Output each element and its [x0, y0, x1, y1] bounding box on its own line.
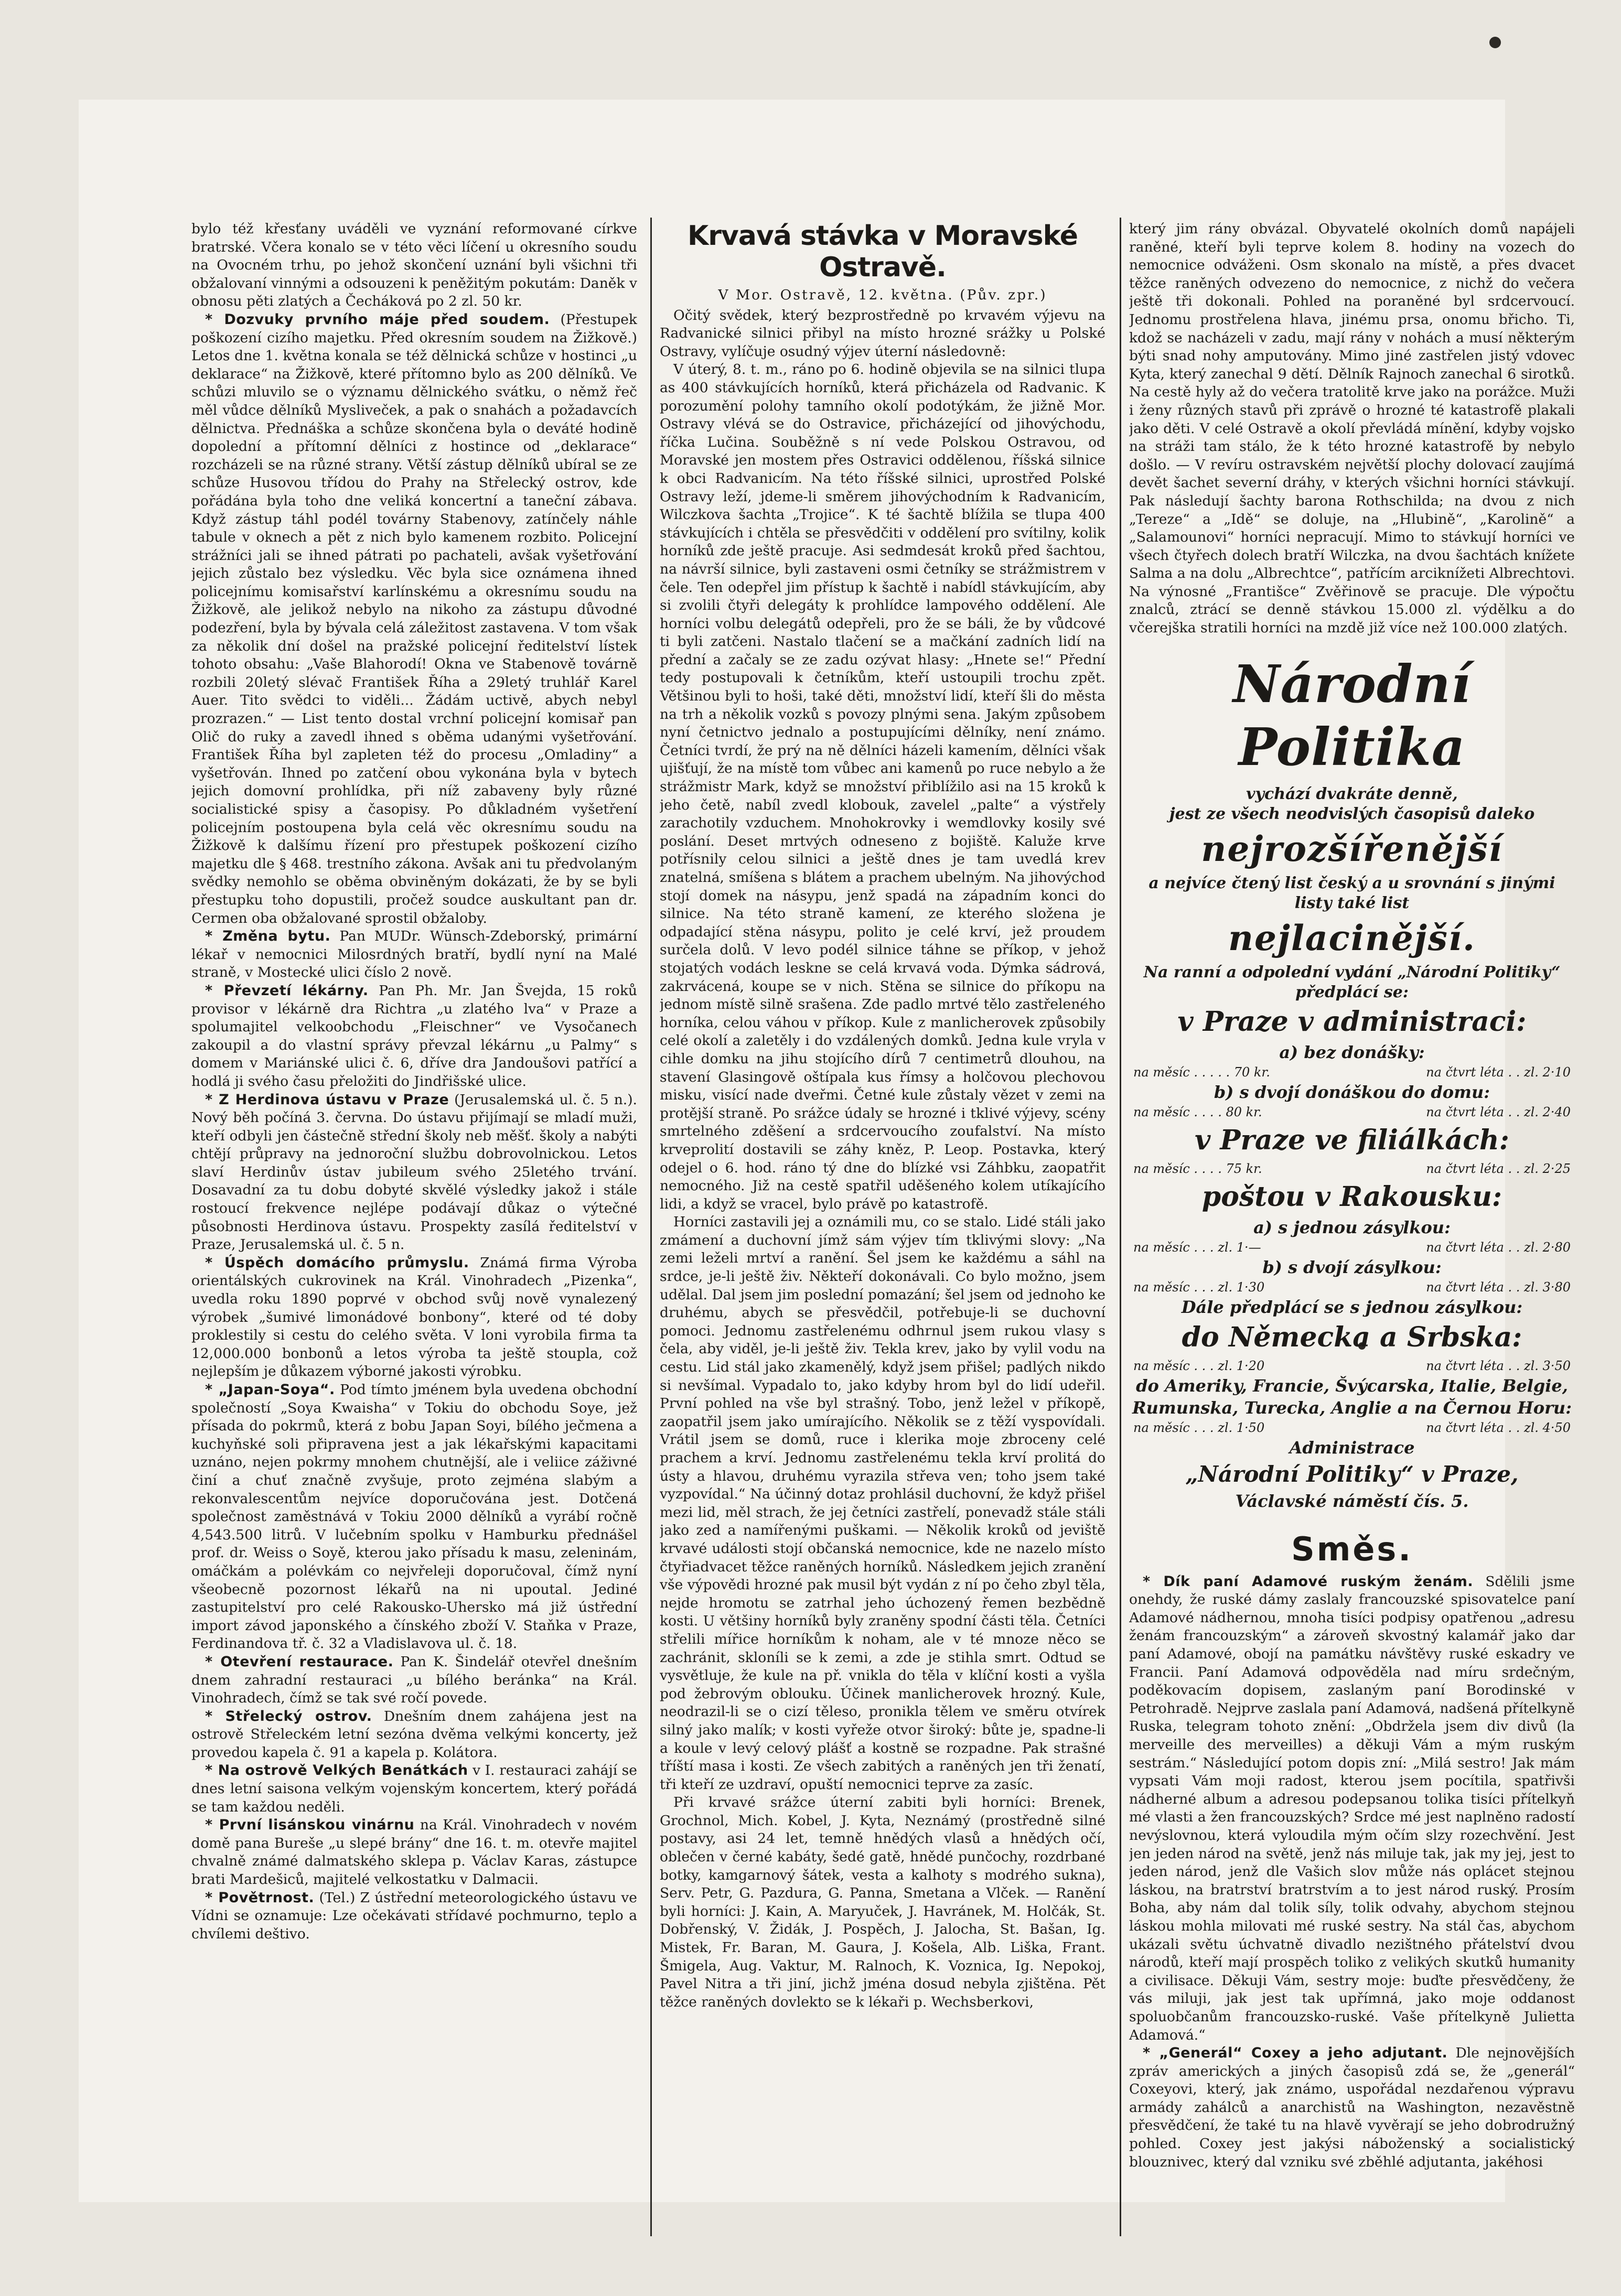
advert-title: Národní Politika: [1232, 654, 1472, 778]
price-section-heading: v Praze v administraci:: [1177, 1005, 1527, 1038]
news-item: [191, 928, 637, 982]
admin-label: Administrace: [1289, 1437, 1415, 1458]
news-text: na Král. Vinohradech v novém domě pana Bureše „u slepé brány“ dne 16. t. m. otevře majitel chvalně známé dalmatského sklepa p. Václav Karas, zástupce brati Mardešiců, majitelé velkostatku v Dalmacii.: [191, 1817, 637, 1888]
price-quarterly: na čtvrt léta . . zl. 4·50: [1426, 1420, 1571, 1435]
article-headline: Krvavá stávka v Moravské Ostravě.: [687, 220, 1078, 283]
advert-line: a nejvíce čtený list český a u srovnání s jinými listy také list: [1148, 874, 1555, 912]
price-row: [1129, 1103, 1575, 1121]
admin-name: „Národní Politiky“ v Praze,: [1185, 1461, 1519, 1487]
price-row: [1129, 1278, 1575, 1296]
news-item: [191, 1762, 637, 1816]
news-lead: * Povětrnost.: [205, 1889, 315, 1906]
price-monthly: na měsíc . . . zl. 1·50: [1133, 1420, 1265, 1435]
news-text: Pod tímto jménem byla uvedena obchodní společností „Soya Kwaisha“ v Tokiu do obchodu Soye, jež přísada do pokrmů, která z bobu Japan Soyi, bílého ječmena a kuchyňské soli připravena jest a jak lékařskými kapacitami uznáno, nejen pokrmy mnohem chutnější, ale i veliice záživné činí a chuť značně zvyšuje, proto zejména slabým a rekonvalescentům nejvíce doporučována jest. Dotčená společnost zaměstnává v Tokiu 2000 dělníků a vyrábí ročně 4,543.500 litrů. V lučebním spolku v Hamburku přednášel prof. dr. Weiss o Soyě, kterou jako přísadu k masu, zeleninám, omáčkám a polévkám co nejvřeleji doporučoval, čímž nyní všeobecně pozornost lékařů na ni upoutal. Jediné zastupitelství pro celé Rakousko-Uhersko má již ústřední import závod japonského a čínského zboží V. Staňka v Praze, Ferdinandova tř. č. 32 a Vladislavova ul. č. 18.: [191, 1382, 637, 1652]
news-lead: * Změna bytu.: [205, 928, 331, 945]
news-text: Pan MUDr. Wünsch-Zdeborský, primární lékař v nemocnici Milosrdných bratří, bydlí nyní na Malé straně, v Mostecké ulici číslo 2 nově.: [191, 928, 637, 981]
article-paragraph: Horníci zastavili jej a oznámili mu, co se stalo. Lidé stáli jako zmámení a duchovní jímž sám výjev tím tklivými slovy: „Na zemi leželi mrtví a ranění. Šel jsem ke každému a sáhl na srdce, je-li ještě živ. Někteří dokonávali. Co bylo možno, jsem udělal. Dal jsem jim poslední pomazání; šel jsem od jednoho ke druhému, abych se přesvědčil, potřebuje-li se duchovní pomoci. Jednomu zastřelenému odhrnul jsem rukou vlasy s čela, aby viděl, je-li ještě živ. Tekla krev, jako by vylil vodu na cestu. Lid stál jako zkamenělý, když jsem přišel; padlých nikdo si nevšímal. Vypadalo to, jako kdyby hrom byl do lidí udeřil. První pohled na vše byl strašný. Tobo, jenž ležel v příkopě, zaopatřil jsem jako umírajícího. Několik se z těží vyspovídali. Vrátil jsem se domů, ruce i klerika moje zbroceny celé prachem a krví. Jednomu zastřelenému tekla krví prolitá do ústy a hlavou, druhému vyrazila střeva ven; toho jsem také vyzpovídal.“ Na účinný dotaz prohlásil duchovní, že když přišel mezi lid, měl strach, že jej četníci zastřelí, ponevadž stále stáli jako zed a namířenými puškami. — Několik kroků od jeviště krvavé události stojí občanská nemocnice, kde ne nazelo místo čtyřiadvacet těžce raněných horníků. Následkem jejich zranění vše výpovědi hrozné pak musil být vydán z ní po čeho zbyl těla, nejde hromotu se zatrhal jeho úchozený řemen bezbědně kosti. U většiny horníků byly zraněny spodní části těla. Četníci střelili mířice horníkům k noham, ale v té mnoze něco se zachránit, skloníli se k zemi, a zde je stihla smrt. Odtud se vysvětluje, že kule na př. vnikla do těla v klíční kosti a vyšla pod žebrovým oblouku. Účinek manlicherovek hrozný. Kule, neodrazil-li se o cizí těleso, pronikla tělem ve směru otvírek silný jako malík; v kosti vyřeže otvor široký: bůte je, spadne-li a koule v levý celový plášť a kostně se rozpadne. Pak strašné tříští masa i kosti. Ze všech zabitých a raněných jen tři ženatí, tři kteří ze uzdraví, opuští nemocnici teprve za zasíc.: [660, 1214, 1105, 1793]
price-subheading: a) bez donášky:: [1279, 1042, 1425, 1062]
news-text: (Tel.) Z ústřední meteorologického ústavu ve Vídni se oznamuje: Lze očekávati střídavé pochmurno, teplo a chvílemi deštivo.: [191, 1889, 637, 1942]
news-text: Pan K. Šindelář otevřel dnešním dnem zahradní restauraci „u bílého beránka“ na Král. Vinohradech, čímž se tak své ročí povede.: [191, 1653, 637, 1707]
news-item: [191, 1381, 637, 1653]
price-quarterly: na čtvrt léta . . zl. 2·25: [1426, 1161, 1571, 1176]
price-section-heading: do Německa a Srbska:: [1182, 1321, 1522, 1353]
news-item: [191, 1889, 637, 1944]
price-monthly: na měsíc . . . . . 70 kr.: [1133, 1064, 1270, 1080]
news-item: [191, 311, 637, 928]
news-item: [1129, 1573, 1575, 2044]
price-subheading: a) s jednou zásylkou:: [1253, 1217, 1451, 1237]
price-quarterly: na čtvrt léta . . zl. 2·10: [1426, 1064, 1571, 1080]
price-monthly: na měsíc . . . zl. 1·30: [1133, 1279, 1265, 1295]
section-heading-misc: Směs.: [1291, 1529, 1413, 1568]
news-item: [191, 1091, 637, 1254]
admin-address: Václavské náměstí čís. 5.: [1235, 1491, 1469, 1511]
news-item: [191, 1816, 637, 1889]
price-quarterly: na čtvrt léta . . zl. 2·80: [1426, 1239, 1571, 1255]
news-lead: * Dík paní Adamové ruským ženám.: [1143, 1573, 1474, 1590]
article-dateline: V Mor. Ostravě, 12. května. (Pův. zpr.): [718, 287, 1047, 303]
price-row: [1129, 1419, 1575, 1437]
advert-line: jest ze všech neodvislých časopisů daleko: [1169, 804, 1535, 823]
article-paragraph: V úterý, 8. t. m., ráno po 6. hodině objevila se na silnici tlupa as 400 stávkujících horníků, která přicházela od Radvanic. K porozumění polohy tamního okolí podotýkám, že jižně Mor. Ostravy vlévá se do Ostravice, přicházející od jihovýchodu, říčka Lučina. Souběžně s ní vede Polskou Ostravou, od Moravské jen mostem přes Ostravici oddělenou, říšská silnice k obci Radvanicím. Na této říšské silnici, uprostřed Polské Ostravy leží, jdeme-li směrem jihovýchodním k Radvanicím, Wilczkova šachta „Trojice“. K té šachtě blížila se tlupa 400 stávkujících i chtěla se přesvědčiti v oddělení pro svítilny, kolik horníků zde ještě pracuje. Asi sedmdesát kroků před šachtou, na návrší silnice, byli zastaveni osmi četníky se strážmistrem v čele. Ten odepřel jim přístup k šachtě i nabídl stávkujícím, aby si zvolili čtyři delegáty k prohlídce lampového oddělení. Ale horníci volbu delegátů odepřeli, pro že se báli, že by vůdcové ti byli zatčeni. Nastalo tlačení se a mačkání zadních lidí na přední a začaly se ze zadu ozývat hlasy: „Hnete se!“ Přední tedy postupovali k četníkům, kteří ustoupili trochu zpět. Většinou byli to hoši, také děti, množství lidí, kteří šli do města na trh a několik vozků s povozy plnými sena. Jakým způsobem nyní četnictvo jednalo a postupujícími dělníky, není známo. Četníci tvrdí, že prý na ně dělníci házeli kamením, dělníci však ujišťují, že na místě tom vůbec ani kamenů po ruce nebylo a že strážmistr Mark, když se množství přiblížilo asi na 15 kroků k jeho četě, nabíl zvedl klobouk, zavelel „palte“ a výstřely zarachotily vzduchem. Mnohokrovky i wemdlovky kosily své poslání. Deset mrtvých odneseno z bojiště. Kaluže krve potřísnily celou silnici a ještě dnes je tam uvedlá krev znatelná, smíšena s blátem a prachem ubelným. Na jihovýchod stojí domek na násypu, jenž spadá na západním konci do silnice. Na této straně kamení, ze kterého složena je odpadající stěna násypu, polito je celé krví, jež proudem surčela dolů. V levo podél silnice táhne se příkop, v jehož stojatých vodách leskne se celá krvavá voda. Dýmka sádrová, zakrvácená, koupe se v nich. Stěna se silnice do příkopu na jednom místě silně srašena. Zde padlo mrtvé tělo zastřeleného horníka, celou váhou v příkop. Kule z manlicherovek způsobily celé okolí a zaletěly i do vzdálených domků. Jedna kule vryla v cihle domku na jihu stojícího dírů 7 centimetrů dlouhou, na stavení Glasingově oštípala kus římsy a holčovou plechovou misku, visící nade dveřmi. Četné kule zůstaly vězet v zemi na protější straně. Po srážce údaly se hrozné i tklivé výjevy, scény smrtelného zděšení a srdcervoucího zoufalství. Na místo krveprolití dostavili se záhy kněz, P. Leop. Postavka, který odejel o 6. hod. ráno tý dne do blízké vsi Záhbku, zaopatřit nemocného. Již na cestě spatřil uděšeného kolem utíkajícího lidi, a když se vracel, bylo právě po katastrofě.: [660, 361, 1105, 1212]
price-subheading: do Ameriky, Francie, Švýcarska, Italie, Belgie, Rumunska, Turecka, Anglie a na Černou Horu:: [1132, 1375, 1572, 1418]
price-monthly: na měsíc . . . zl. 1·20: [1133, 1358, 1265, 1373]
news-lead: * Úspěch domácího průmyslu.: [205, 1254, 469, 1271]
subscription-advert: [1129, 653, 1575, 1512]
price-subheading: Dále předplácí se s jednou zásylkou:: [1181, 1297, 1523, 1317]
news-lead: * Na ostrově Velkých Benátkách: [205, 1762, 468, 1779]
column-divider: [650, 218, 652, 2236]
news-item: [191, 1254, 637, 1381]
news-lead: * Otevření restaurace.: [205, 1653, 394, 1670]
article-paragraph: Očitý svědek, který bezprostředně po krvavém výjevu na Radvanické silnici přibyl na místo hrozné srážky u Polské Ostravy, vylíčuje osudný výjev úterní následovně:: [660, 307, 1105, 360]
price-row: [1129, 1160, 1575, 1178]
price-row: [1129, 1063, 1575, 1081]
price-quarterly: na čtvrt léta . . zl. 3·80: [1426, 1279, 1571, 1295]
price-quarterly: na čtvrt léta . . zl. 2·40: [1426, 1104, 1571, 1119]
price-monthly: na měsíc . . . . 75 kr.: [1133, 1161, 1262, 1176]
column-strike-report: [660, 220, 1105, 2192]
price-quarterly: na čtvrt léta . . zl. 3·50: [1426, 1358, 1571, 1373]
news-text: Dnešním dnem zahájena jest na ostrově Střeleckém letní sezóna dvěma velkými koncerty, jež provedou kapela č. 91 a kapela p. Kolátora.: [191, 1708, 637, 1761]
price-monthly: na měsíc . . . zl. 1·—: [1133, 1239, 1261, 1255]
news-item: [1129, 2044, 1575, 2171]
news-text: Pan Ph. Mr. Jan Švejda, 15 roků provisor v lékárně dra Richtra „u zlatého lva“ v Praze a spolumajitel velkoobchodu „Fleischner“ ve Vysočanech zakoupil a do vlastní správy převzal lékárnu „u Palmy“ s domem v Mariánské ulici č. 6, dříve dra Jandoušovi patřící a hodlá ji svého času přeložiti do Jindřišské ulice.: [191, 982, 637, 1090]
price-section-heading: v Praze ve filiálkách:: [1195, 1124, 1509, 1156]
news-lead: * První lisánskou vinárnu: [205, 1817, 415, 1834]
advert-line: Na ranní a odpolední vydání „Národní Politiky“ předplácí se:: [1143, 963, 1561, 1001]
column-advert-and-misc: [1129, 220, 1575, 2192]
news-lead: * Střelecký ostrov.: [205, 1708, 372, 1724]
advert-headline: nejrozšířenější: [1201, 828, 1503, 869]
news-item: [191, 220, 637, 311]
news-item: [191, 1708, 637, 1762]
news-text: v I. restauraci zahájí se dnes letní saisona velkým vojenským koncertem, který pořádá se tam každou neděli.: [191, 1762, 637, 1815]
news-lead: * Převzetí lékárny.: [205, 982, 369, 999]
news-text: Dle nejnovějších zpráv amerických a jiných časopisů zdá se, že „generál“ Coxeyovi, který, jak známo, uspořádal nezdařenou výpravu armády zahálců a anarchistů na Washington, nezavěstně přesvědčení, že také tu na hlavě vyvěrají se jeho dobrodružný pohled. Coxey jest jakýsi náboženský a socialistický blouznivec, který dal vzniku své zběhlé adjutanta, jakéhosi: [1129, 2045, 1575, 2170]
price-subheading: b) s dvojí donáškou do domu:: [1214, 1082, 1490, 1102]
advert-headline: nejlacinější.: [1228, 917, 1476, 958]
article-continuation: který jim rány obvázal. Obyvatelé okolních domů napájeli raněné, kteří byli teprve kolem 8. hodiny na vozech do nemocnice odváženi. Osm skonalo na místě, a přes dvacet těžce raněných odvezeno do nemocnice, z nichž do večera ještě tři dokonali. Pohled na poraněné byl srdcervoucí. Jednomu prostřelena hlava, jinému prsa, onomu břicho. Ti, kdož se nacházeli v zadu, mají rány v nohách a musí některým býti snad nohy amputovány. Mimo jiné zastřelen jistý vdovec Kyta, který zanechal 9 dětí. Dělník Rajnoch zanechal 6 sirotků. Na cestě hyly až do večera tratolitě krve jako na porážce. Muži i ženy různých stavů při zprávě o hrozné té katastrofě plakali jako děti. V celé Ostravě a okolí převládá mínění, kdyby vojsko na stráži tam stálo, že k této hrozné katastrofě by nebylo došlo. — V revíru ostravském největší plochy dolovací zaujímá devět šachet severní dráhy, v kterých všichni horníci stávkují. Pak následují šachty barona Rothschilda; na dvou z nich „Tereze“ a „Idě“ se doluje, na „Hlubině“, „Karolině“ a „Salamounovi“ horníci nepracují. Mimo to stávkují horníci ve všech čtyřech dolech bratří Wilczka, na dvou šachtách knížete Salma a na dolu „Albrechtce“, patřícím arciknížeti Albrechtovi. Na výnosné „Františce“ Zvěřinově se pracuje. Dle výpočtu znalců, ztrácí se denně stávkou 15.000 zl. výdělku a do včerejška stratili horníci na mzdě již více než 100.000 zlatých.: [1129, 221, 1575, 637]
news-lead: * „Generál“ Coxey a jeho adjutant.: [1143, 2045, 1448, 2062]
advert-line: vychází dvakráte denně,: [1246, 784, 1458, 803]
price-monthly: na měsíc . . . . 80 kr.: [1133, 1104, 1262, 1119]
news-item: [191, 982, 637, 1091]
article-paragraph: Při krvavé srážce úterní zabiti byli horníci: Brenek, Grochnol, Mich. Kobel, J. Kyta, Neznámý (prostředně silné postavy, asi 24 let, temně hnědých vlasů a hnědých očí, oblečen v černé kabáty, šedé gatě, hnědé punčochy, rozdrbané botky, kamgarnový šátek, vesta a kalhoty s modrého sukna), Serv. Petr, G. Pazdura, G. Panna, Smetana a Vlček. — Ranění byli horníci: J. Kain, A. Maryuček, J. Havránek, M. Holčák, St. Dobřenský, V. Židák, J. Pospěch, J. Jalocha, St. Bašan, Ig. Mistek, Fr. Baran, M. Gaura, J. Košela, Alb. Liška, Frant. Šmigela, Aug. Vaktur, M. Ralnoch, K. Voznica, Ig. Nepokoj, Pavel Nitra a tři jiní, jichž jména dosud nebyla zjištěna. Pět těžce raněných dovlekto se k lékaři p. Wechsberkovi,: [660, 1794, 1105, 2010]
price-row: [1129, 1357, 1575, 1375]
price-section-heading: poštou v Rakousku:: [1201, 1180, 1502, 1213]
news-text: (Přestupek poškození cizího majetku. Před okresním soudem na Žižkově.) Letos dne 1. května konala se též dělnická schůze v hostinci „u deklarace“ na Žižkově, které přítomno bylo as 200 dělníků. Ve schůzi mluvilo se o významu dělnického svátku, o němž řeč měl vůdce dělníků Mysliveček, a pak o snahách a požadavcích dělnictva. Přednáška a schůze skončena byla o deváté hodině dopolední a přítomní dělníci z hostince od „deklarace“ rozcházeli se na různé strany. Větší zástup dělníků ubíral se ze schůze Husovou třídou do Prahy na Střelecký ostrov, kde pořádána byla toho dne veliká koncertní a taneční zábava. Když zástup táhl podél továrny Stabenovy, zatínčely náhle tabule v oknech a pět z nich bylo kamenem rozbito. Policejní strážníci jali se ihned pátrati po pachateli, avšak vyšetřování jejich zůstalo bez výsledku. Věc byla sice oznámena ihned policejnímu komisařství karlínskému a okresnímu soudu na Žižkově, ale jelikož nebylo na nikoho za zástupu důvodné podezření, byla by bývala celá záležitost zastavena. V tom však za několik dní došel na pražské policejní ředitelství lístek tohoto obsahu: „Vaše Blahorodí! Okna ve Stabenově továrně rozbili 20letý slévač František Říha a 29letý truhlář Karel Auer. Tito svědci to viděli... Žádám uctivě, abych nebyl prozrazen.“ — List tento dostal vrchní policejní komisař pan Olič do ruky a zavedl ihned s oběma udanými vyšetřování. František Říha byl zapleten též do procesu „Omladiny“ a vyšetřován. Ihned po zatčení obou vykonána byla v bytech jejich domovní prohlídka, při níž zabaveny byly různé socialistické spisy a časopisy. Po důkladném vyšetření policejním postoupena byla celá věc okresnímu soudu na Žižkově k dalšímu řízení pro přestupek poškození cizího majetku dle § 468. trestního zákona. Avšak ani tu předvolaným svědky nemohlo se oběma obviněným dokázati, že by se byli přestupku toho dopustili, pročež soudce auskultant pan dr. Cermen oba obžalované sprostil obžaloby.: [191, 311, 637, 926]
margin-mark: [1489, 37, 1501, 48]
price-row: [1129, 1238, 1575, 1256]
news-text: bylo též křesťany uváděli ve vyznání reformované církve bratrské. Včera konalo se v této věci líčení u okresního soudu na Ovocném trhu, po jehož skončení uznání byli všichni tři obžalovaní vinnými a odsouzeni k peněžitým pokutám: Daněk v obnosu pěti zlatých a Čecháková po 2 zl. 50 kr.: [191, 221, 637, 310]
news-text: Sdělili jsme onehdy, že ruské dámy zaslaly francouzské spisovatelce paní Adamové nádhernou, mnoha tisíci podpisy opatřenou „adresu ženám francouzským“ a zároveň skvostný kalamář jako dar paní Adamové, obojí na památku návštěvy ruské eskadry ve Francii. Paní Adamová odpověděla nad míru srdečným, poděkovacím dopisem, zaslaným paní Borodinské v Petrohradě. Nejprve zaslala paní Adamová, nadšená přítelkyně Ruska, telegram tohoto znění: „Obdržela jsem div divů (la merveille des merveilles) a děkuji Vám a mým ruským sestrám.“ Následující potom dopis zní: „Milá sestro! Jak mám vypsati Vám moji radost, kterou jsem pocítila, spatřivši nádherné album a adresou podepsanou tolika tisíci přítelkyň mé vlasti a žen francouzských? Srdce mé jest naplněno radostí nevýslovnou, která vyloudila mým očím slzy rozechvění. Jest jen jeden národ na světě, jenž nás miluje tak, jak my jej, jest to jeden národ, jenž dle Vašich slov může nás oplácet stejnou láskou, na bratrství bratrstvím a to jest národ ruský. Prosím Boha, aby nám dal tolik síly, tolik odvahy, abychom stejnou láskou mohla milovati mé ruské sestry. Na stál čas, abychom ukázali světu úchvatně divadlo nezištného přátelství dvou národů, kteří mají prospěch toliko z velikých skutků humanity a civilisace. Děkuji Vám, sestry moje: buďte přesvědčeny, že vás miluji, jak jest tak upřímná, jako moje oddanost spoluobčanům francouzsko-ruské. Vaše přítelkyně Julietta Adamová.“: [1129, 1573, 1575, 2043]
column-divider: [1120, 218, 1121, 2236]
news-lead: * „Japan-Soya“.: [205, 1382, 335, 1398]
price-subheading: b) s dvojí zásylkou:: [1262, 1257, 1442, 1277]
news-text: (Jerusalemská ul. č. 5 n.). Nový běh počíná 3. června. Do ústavu přijímají se mladí muži, kteří odbyli jen částečně střední školy neb měšť. školy a nabýti chtějí průpravy na jednoroční službu dobrovolnickou. Letos slaví Herdinův ústav jubileum svého 25letého trvání. Dosavadní za tu dobu dobyté skvělé výsledky jakož i stále rostoucí frekvence nejlépe podávají důkaz o výtečné působnosti Herdinova ústavu. Prospekty zasílá ředitelství v Praze, Jerusalemská ul. č. 5 n.: [191, 1091, 637, 1253]
column-local-news: [191, 220, 637, 2192]
news-lead: * Dozvuky prvního máje před soudem.: [205, 311, 550, 328]
news-text: Známá firma Výroba orientálských cukrovinek na Král. Vinohradech „Pizenka“, uvedla roku 1890 poprvé v obchod svůj nově vynalezený výrobek „šumivé limonádové bonbony“, které od té doby proklestily si cestu do celého světa. V loni vyrobila firma ta 12,000.000 bonbonů a letos výroba ta ještě stoupla, což nejlepším je důkazem výborné jakosti výrobku.: [191, 1254, 637, 1380]
news-lead: * Z Herdinova ústavu v Praze: [205, 1091, 449, 1108]
news-item: [191, 1653, 637, 1708]
